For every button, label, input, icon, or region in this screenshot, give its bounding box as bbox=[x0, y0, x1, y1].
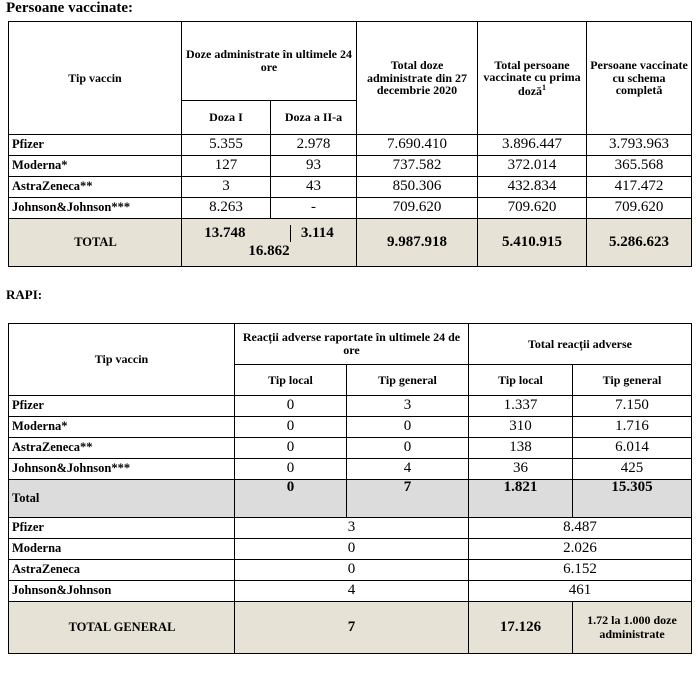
total-doses-24h-sum: 16.862 bbox=[248, 242, 290, 259]
summary-row: Johnson&Johnson 4 461 bbox=[9, 581, 692, 602]
total-dose-1: 13.748 bbox=[204, 225, 246, 242]
header-adverse-24h: Reacții adverse raportate în ultimele 24 de ore bbox=[235, 324, 469, 365]
header-total-adverse: Total reacții adverse bbox=[469, 324, 692, 365]
header-vaccine-type: Tip vaccin bbox=[9, 22, 182, 135]
adverse-reactions-table bbox=[8, 323, 692, 654]
total-row: Total 0 7 1.821 15.305 bbox=[9, 480, 692, 518]
vaccinated-heading: Persoane vaccinate: bbox=[6, 0, 134, 16]
table-row: Johnson&Johnson*** 0 4 36 425 bbox=[9, 459, 692, 480]
header-general-total: Tip general bbox=[573, 365, 692, 396]
summary-row: Moderna 0 2.026 bbox=[9, 539, 692, 560]
grand-total-row: TOTAL GENERAL 7 17.126 1.72 la 1.000 doze administrate bbox=[9, 602, 692, 654]
table-row: Moderna* 0 0 310 1.716 bbox=[9, 417, 692, 438]
table-row: AstraZeneca** 3 43 850.306 432.834 417.472 bbox=[9, 177, 692, 198]
table-row: Pfizer 0 3 1.337 7.150 bbox=[9, 396, 692, 417]
header-dose-1: Doza I bbox=[182, 101, 271, 135]
total-dose-2: 3.114 bbox=[290, 225, 334, 242]
table-row: Johnson&Johnson*** 8.263 - 709.620 709.620 709.620 bbox=[9, 198, 692, 219]
header-vaccine-type: Tip vaccin bbox=[9, 324, 235, 396]
rate-per-1000: 1.72 la 1.000 doze administrate bbox=[573, 602, 692, 654]
header-general-24h: Tip general bbox=[347, 365, 469, 396]
summary-row: AstraZeneca 0 6.152 bbox=[9, 560, 692, 581]
header-doses-24h: Doze administrate în ultimele 24 ore bbox=[182, 22, 357, 101]
table-row: AstraZeneca** 0 0 138 6.014 bbox=[9, 438, 692, 459]
header-complete: Persoane vaccinate cu schema completă bbox=[587, 22, 692, 135]
header-dose-2: Doza a II-a bbox=[271, 101, 357, 135]
total-doses-24h-cell bbox=[182, 219, 357, 267]
table-row: Pfizer 5.355 2.978 7.690.410 3.896.447 3.793.963 bbox=[9, 135, 692, 156]
table-row: Moderna* 127 93 737.582 372.014 365.568 bbox=[9, 156, 692, 177]
summary-row: Pfizer 3 8.487 bbox=[9, 518, 692, 539]
total-row: TOTAL 13.748 3.114 16.862 9.987.918 5.410.915 5.286.623 bbox=[9, 219, 692, 267]
header-local-24h: Tip local bbox=[235, 365, 347, 396]
vaccinated-table bbox=[8, 21, 692, 267]
header-first-dose: Total persoane vaccinate cu prima doză$^1$ bbox=[478, 22, 587, 135]
header-total-doses: Total doze administrate din 27 decembrie 2020 bbox=[357, 22, 478, 135]
header-local-total: Tip local bbox=[469, 365, 573, 396]
rapi-heading: RAPI: bbox=[6, 287, 43, 302]
